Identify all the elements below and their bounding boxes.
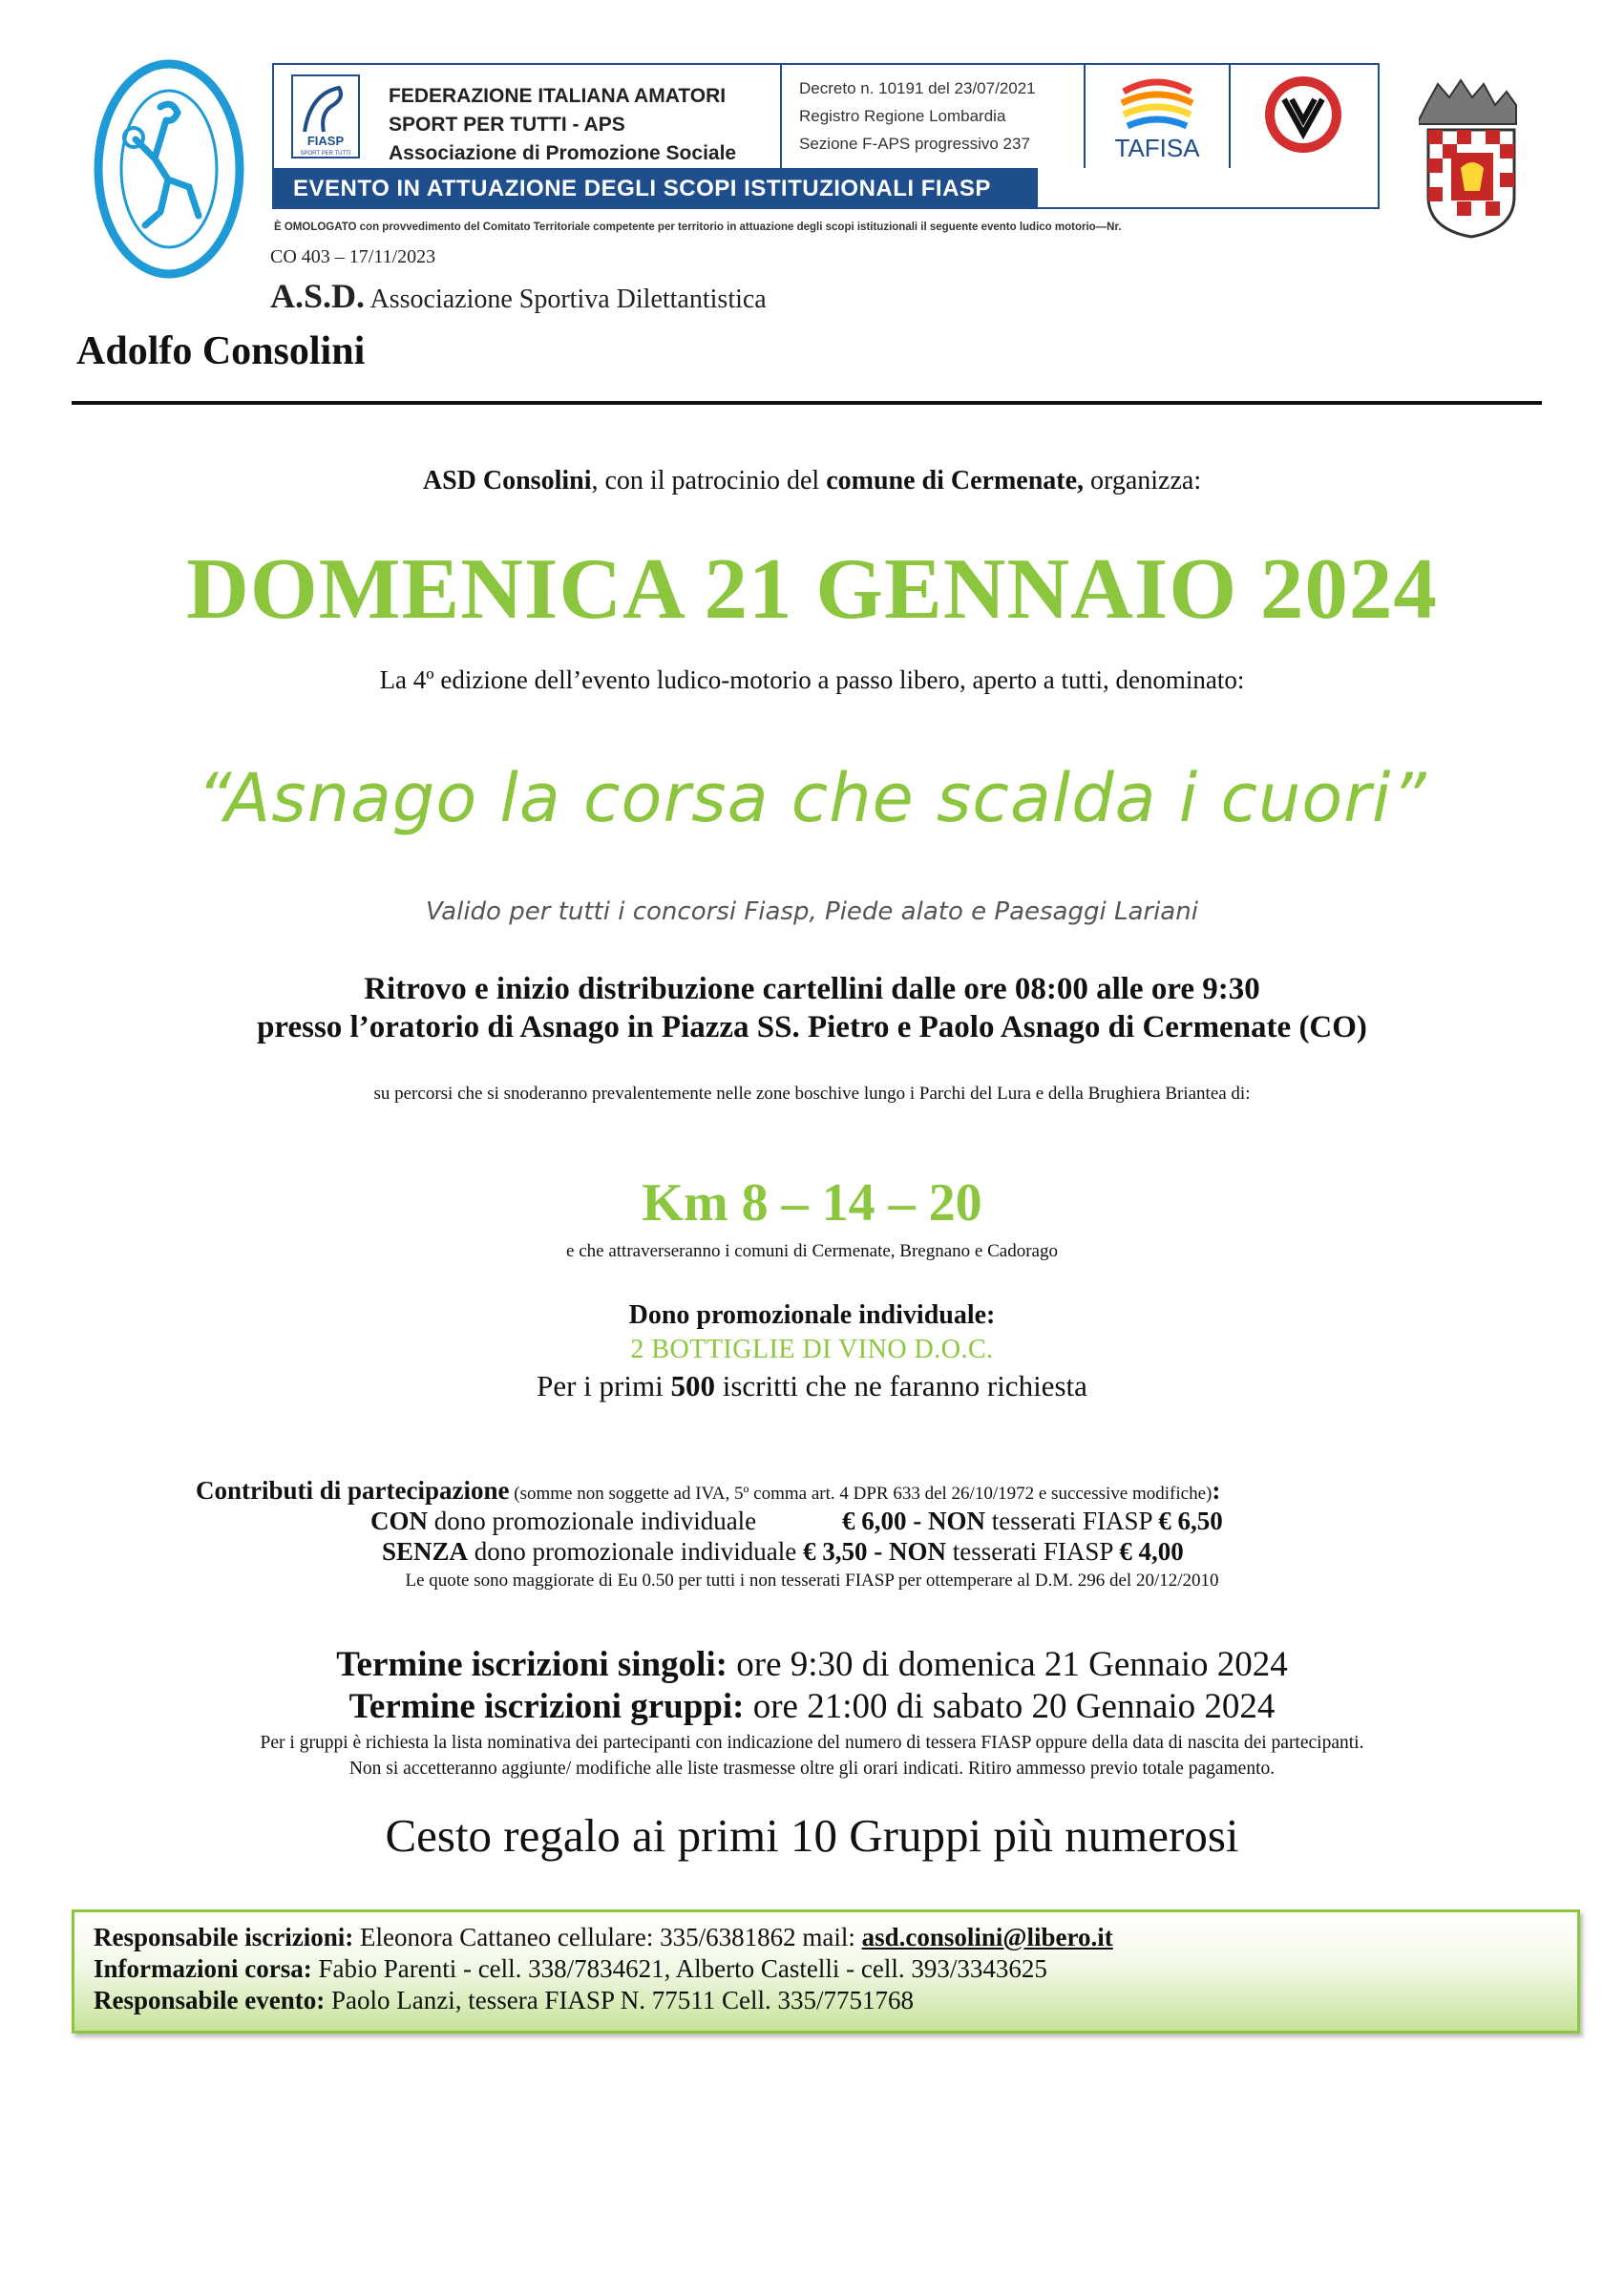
fee-senza-rest: dono promozionale individuale [468, 1537, 803, 1566]
validity-line: Valido per tutti i concorsi Fiasp, Piede alato e Paesaggi Lariani [426, 897, 1198, 926]
fiasp-logo-text: FIASP [306, 134, 345, 148]
fiasp-logo-subtext: SPORT PER TUTTI [300, 151, 351, 157]
edition-line: La 4º edizione dell’evento ludico-motorio a passo libero, aperto a tutti, denominato: [379, 665, 1245, 694]
gift-limit-suffix: iscritti che ne faranno richiesta [714, 1369, 1087, 1402]
fiasp-logo [291, 74, 360, 158]
fee-senza-non-text: tesserati FIASP [945, 1537, 1120, 1566]
gift-item: 2 BOTTIGLIE DI VINO D.O.C. [630, 1335, 994, 1364]
municipality-crest [1419, 76, 1524, 239]
club-name: Adolfo Consolini [76, 329, 366, 373]
fee-con-prices [842, 1507, 1223, 1536]
gift-limit-number: 500 [670, 1369, 715, 1402]
fee-senza-price: € 3,50 [802, 1537, 868, 1566]
organizer-mid: , con il patrocinio del [591, 466, 827, 495]
asd-abbr: A.S.D. [270, 277, 366, 315]
homologation-text: È OMOLOGATO con provvedimento del Comitato Territoriale competente per territorio in attuazione degli scopi istituzionali il seguente evento ludico motorio—Nr. [274, 221, 1122, 233]
fees-title-note: (somme non soggette ad IVA, 5º comma art. 4 DPR 633 del 26/10/1972 e successive modifiche) [509, 1484, 1213, 1504]
fee-con-bold: CON [370, 1507, 428, 1535]
contact-email-link[interactable]: asd.consolini@libero.it [861, 1923, 1113, 1951]
asd-full: Associazione Sportiva Dilettantistica [369, 285, 767, 314]
deadline-single-value: ore 9:30 di domenica 21 Gennaio 2024 [728, 1645, 1288, 1684]
tafisa-logo [1086, 65, 1231, 168]
fees-title [196, 1476, 1220, 1506]
fee-senza-bold: SENZA [382, 1537, 469, 1566]
fee-con-price: € 6,00 [842, 1507, 907, 1535]
event-name: “Asnago la corsa che scalda i cuori” [197, 759, 1427, 837]
contact-registration-label: Responsabile iscrizioni: [94, 1923, 354, 1951]
fee-senza-non-price: € 4,00 [1119, 1537, 1184, 1566]
organizer-line [0, 466, 1624, 496]
organizer-municipality: comune di Cermenate, [826, 466, 1085, 495]
deadline-group [0, 1686, 1624, 1727]
gift-title: Dono promozionale individuale: [628, 1300, 996, 1330]
fee-senza-sep: - NON [867, 1537, 946, 1566]
event-date: DOMENICA 21 GENNAIO 2024 [186, 540, 1438, 637]
event-strip: EVENTO IN ATTUAZIONE DEGLI SCOPI ISTITUZIONALI FIASP [274, 168, 1038, 209]
club-logo [94, 59, 244, 279]
contact-info [94, 1953, 1577, 1985]
deadline-group-value: ore 21:00 di sabato 20 Gennaio 2024 [744, 1687, 1276, 1726]
meeting-line-1: Ritrovo e inizio distribuzione cartellini dalle ore 08:00 alle ore 9:30 [364, 972, 1260, 1006]
contact-responsible-value: Paolo Lanzi, tessera FIASP N. 77511 Cell. 335/7751768 [325, 1986, 914, 2014]
federation-name [389, 82, 736, 168]
groups-note-1: Per i gruppi è richiesta la lista nominativa dei partecipanti con indicazione del numero di tessera FIASP oppure della data di nascita dei partecipanti. [260, 1733, 1364, 1753]
towns-line: e che attraverseranno i comuni di Cermenate, Bregnano e Cadorago [566, 1241, 1058, 1261]
fee-senza [382, 1537, 1184, 1567]
co-code: CO 403 – 17/11/2023 [270, 246, 436, 267]
fees-title-colon: : [1212, 1476, 1221, 1505]
deadline-single-label: Termine iscrizioni singoli: [336, 1645, 728, 1684]
deadline-group-label: Termine iscrizioni gruppi: [348, 1687, 745, 1726]
contact-registration [94, 1922, 1577, 1953]
tafisa-swirl-icon [1086, 65, 1229, 168]
contact-responsible-label: Responsabile evento: [94, 1986, 326, 2014]
fee-note: Le quote sono maggiorate di Eu 0.50 per tutti i non tesserati FIASP per ottemperare al D.M. 296 del 20/12/2010 [405, 1571, 1219, 1591]
contacts-box [72, 1909, 1580, 2034]
tafisa-label: TAFISA [1114, 134, 1200, 162]
contact-registration-value: Eleonora Cattaneo cellulare: 335/6381862 mail: [353, 1923, 862, 1951]
contact-responsible [94, 1985, 1577, 2016]
header-divider [72, 401, 1542, 405]
gift-limit [0, 1369, 1624, 1403]
routes-info: su percorsi che si snoderanno prevalentemente nelle zone boschive lungo i Parchi del Lura e della Brughiera Briantea di: [373, 1084, 1251, 1104]
asd-line [270, 276, 767, 316]
decree-line2: Registro Regione Lombardia [799, 107, 1006, 125]
federation-line3: Associazione di Promozione Sociale [389, 142, 737, 164]
fee-con-label [370, 1507, 756, 1536]
fee-con-non-text: tesserati FIASP [985, 1507, 1159, 1535]
contact-info-value: Fabio Parenti - cell. 338/7834621, Alberto Castelli - cell. 393/3343625 [311, 1954, 1047, 1983]
federation-line2: SPORT PER TUTTI - APS [389, 114, 625, 136]
federation-line1: FEDERAZIONE ITALIANA AMATORI [389, 85, 727, 107]
fee-con-sep: - NON [906, 1507, 985, 1535]
ivv-emblem-icon [1229, 65, 1378, 168]
deadline-single [0, 1644, 1624, 1685]
gift-basket: Cesto regalo ai primi 10 Gruppi più numerosi [385, 1809, 1239, 1862]
contact-info-label: Informazioni corsa: [94, 1954, 312, 1983]
federation-box [274, 65, 782, 168]
decree-box [780, 65, 1086, 168]
organizer-name: ASD Consolini [422, 466, 592, 495]
fee-con-rest: dono promozionale individuale [428, 1507, 757, 1535]
fiasp-banner [272, 63, 1380, 209]
decree-line3: Sezione F-APS progressivo 237 [799, 135, 1030, 153]
organizer-end: organizza: [1084, 466, 1202, 495]
groups-note-2: Non si accetteranno aggiunte/ modifiche alle liste trasmesse oltre gli orari indicati. Ritiro ammesso previo totale pagamento. [348, 1759, 1276, 1779]
ivv-logo [1229, 65, 1378, 168]
decree-line1: Decreto n. 10191 del 23/07/2021 [799, 79, 1036, 97]
fees-title-label: Contributi di partecipazione [196, 1476, 510, 1505]
gift-limit-prefix: Per i primi [537, 1369, 671, 1402]
fee-con-non-price: € 6,50 [1158, 1507, 1223, 1535]
distances: Km 8 – 14 – 20 [642, 1173, 982, 1233]
meeting-line-2: presso l’oratorio di Asnago in Piazza SS. Pietro e Paolo Asnago di Cermenate (CO) [257, 1010, 1367, 1044]
